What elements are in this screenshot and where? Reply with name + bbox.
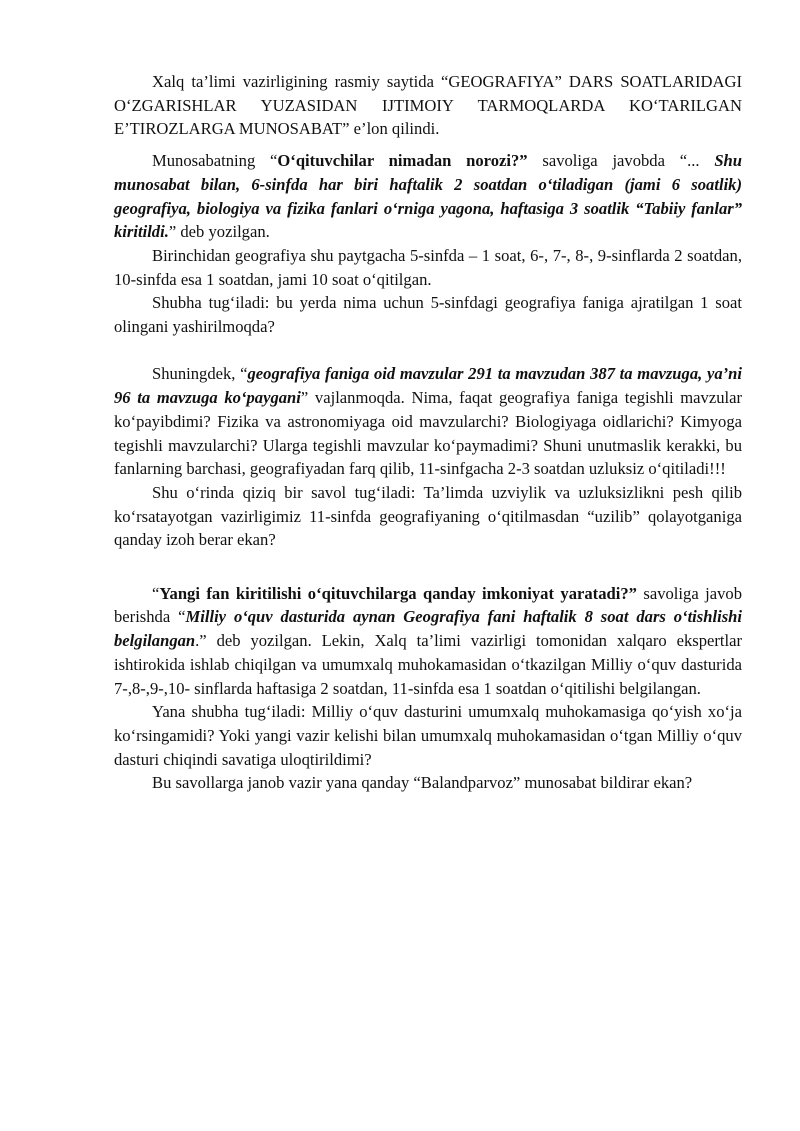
paragraph-new-subject	[114, 582, 742, 701]
paragraph-doubt-2	[114, 700, 742, 771]
text-run: savoliga javob berishda “	[114, 583, 742, 627]
text-run: “	[152, 583, 160, 603]
paragraph-announcement	[114, 70, 742, 141]
announcement-text: Xalq ta’limi vazirligining rasmiy saytida “GEOGRAFIYA” DARS SOATLARIDAGI O‘ZGARISHLAR YUZASIDAN IJTIMOIY TARMOQLARDA KO‘TARILGAN E’TIROZLARGA MUNOSABAT” e’lon qilindi.	[114, 72, 742, 139]
text-run: Munosabatning “	[152, 151, 278, 171]
text-run: ” vajlanmoqda. Nima, faqat geografiya faniga tegishli mavzular ko‘payibdimi? Fizika va astronomiyaga oid mavzularchi? Biologiyaga oidlarichi? Kimyoga tegishli mavzularchi? Ularga tegishli mavzular ko‘paymadimi? Shuni unutmaslik kerakki, bu fanlarning barchasi, geografiyadan farq qilib, 11-sinfgacha 2-3 soatdan uzluksiz o‘qitiladi!!!	[114, 388, 742, 479]
paragraph-hours-history	[114, 244, 742, 291]
paragraph-gap	[114, 339, 742, 363]
quoted-statement: Milliy o‘quv dasturida aynan Geografiya fani haftalik 8 soat dars o‘tishlishi belgilangan	[114, 607, 743, 651]
paragraph-question	[114, 481, 742, 552]
paragraph-response-quote	[114, 149, 742, 244]
text-run: .” deb yozilgan. Lekin, Xalq ta’limi vazirligi tomonidan xalqaro ekspertlar ishtirokida ishlab chiqilgan va umumxalq muhokamasidan o‘tkazilgan Milliy o‘quv dasturida 7-,8-,9-,10- sinflarda haftasiga 2 soatdan, 11-sinfda esa 1 soatdan o‘qitilishi belgilangan.	[114, 631, 742, 698]
quoted-statement: geografiya faniga oid mavzular 291 ta mavzudan 387 ta mavzuga, ya’ni 96 ta mavzuga ko‘paygani	[114, 364, 742, 408]
paragraph-doubt-1	[114, 291, 742, 338]
closing-text: Bu savollarga janob vazir yana qanday “Balandparvoz” munosabat bildirar ekan?	[152, 773, 693, 793]
paragraph-closing	[114, 771, 742, 795]
paragraph-gap	[114, 552, 742, 576]
text-run: savoliga javobda “...	[527, 151, 715, 171]
question-heading: O‘qituvchilar nimadan norozi?”	[277, 151, 528, 171]
text-run: ” deb yozilgan.	[168, 222, 270, 242]
text-run: Shuningdek, “	[152, 364, 248, 384]
question-heading: Yangi fan kiritilishi o‘qituvchilarga qanday imkoniyat yaratadi?”	[159, 583, 637, 603]
hours-history-text: Birinchidan geografiya shu paytgacha 5-sinfda – 1 soat, 6-, 7-, 8-, 9-sinflarda 2 soatdan, 10-sinfda esa 1 soatdan, jami 10 soat o‘qitilgan.	[114, 245, 742, 289]
paragraph-topics	[114, 362, 742, 481]
doubt-text: Shubha tug‘iladi: bu yerda nima uchun 5-sinfdagi geografiya faniga ajratilgan 1 soat olingani yashirilmoqda?	[114, 293, 742, 337]
quoted-statement: Shu munosabat bilan, 6-sinfda har biri haftalik 2 soatdan o‘tiladigan (jami 6 soatlik) geografiya, biologiya va fizika fanlari o‘rniga yagona, haftasiga 3 soatlik “Tabiiy fanlar” kiritildi.	[114, 151, 743, 242]
question-text: Shu o‘rinda qiziq bir savol tug‘iladi: Ta’limda uzviylik va uzluksizlikni pesh qilib ko‘rsatayotgan vazirligimiz 11-sinfda geografiyaning o‘qitilmasdan “uzilib” qolayotganiga qanday izoh berar ekan?	[114, 482, 742, 550]
doubt-text: Yana shubha tug‘iladi: Milliy o‘quv dasturini umumxalq muhokamasiga qo‘yish xo‘ja ko‘rsingamidi? Yoki yangi vazir kelishi bilan umumxalq muhokamasidan o‘tgan Milliy o‘quv dasturi chiqindi savatiga uloqtirildimi?	[114, 702, 742, 769]
